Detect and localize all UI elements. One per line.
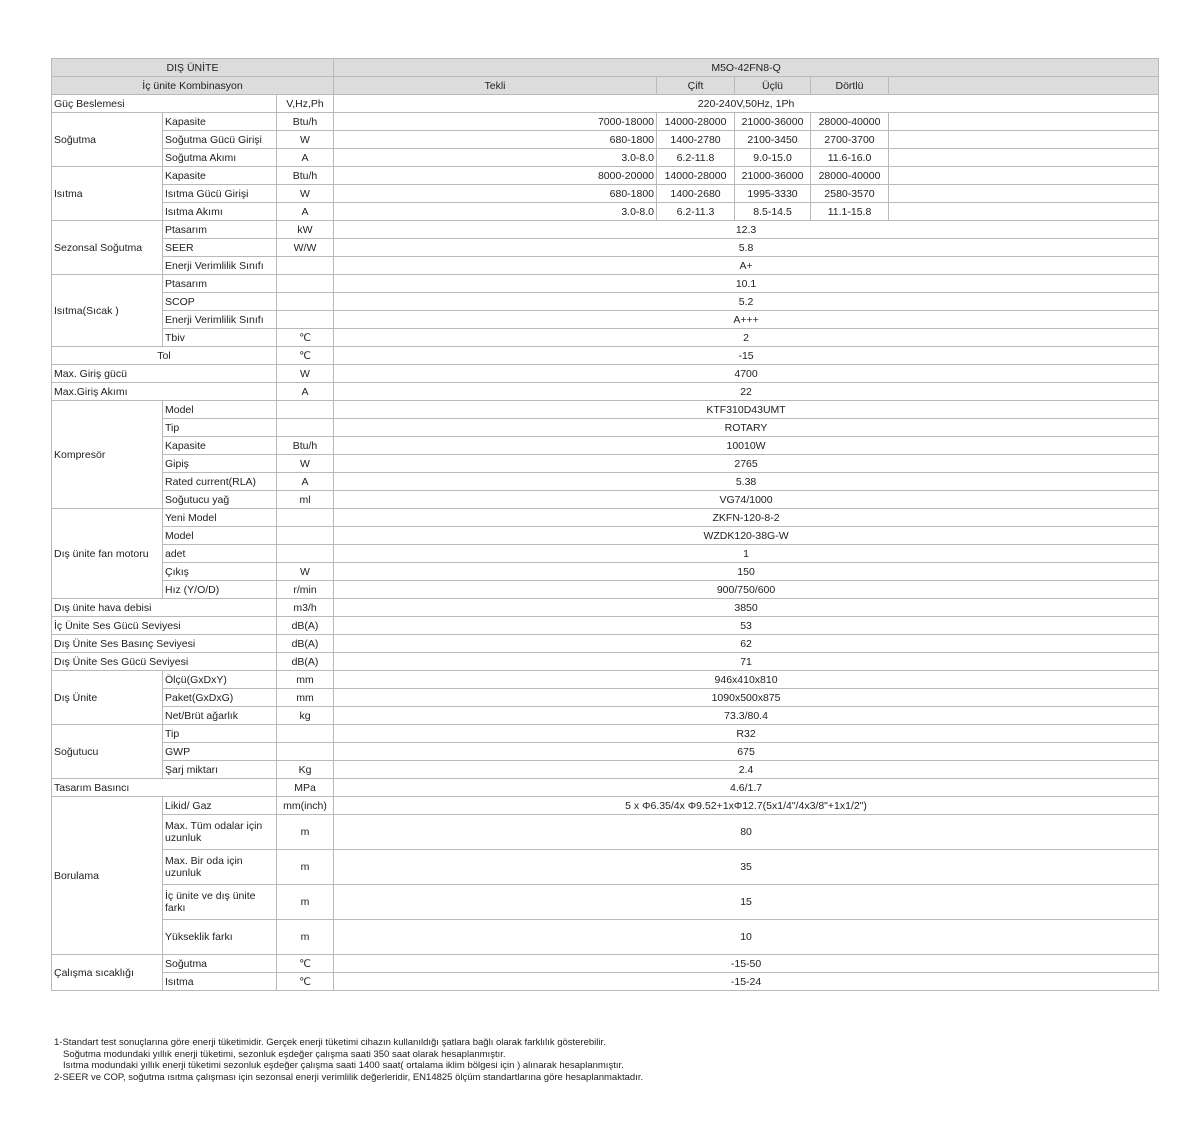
table-row: Isıtma Gücü Girişi W 680-1800 1400-2680 1995-3330 2580-3570	[52, 185, 1159, 203]
table-row: Soğutucu Tip R32	[52, 725, 1159, 743]
table-row: Isıtma ℃ -15-24	[52, 973, 1159, 991]
footnote-1: 1-Standart test sonuçlarına göre enerji tüketimidir. Gerçek enerji tüketimi cihazın kullanıldığı şatlara bağlı olarak farklılık gösterebilir.	[54, 1037, 606, 1048]
outdoor-unit-group-label: Dış Ünite	[52, 671, 163, 725]
footnotes	[54, 1037, 1154, 1083]
table-row: Tasarım Basıncı MPa 4.6/1.7	[52, 779, 1159, 797]
combination-header: İç ünite Kombinasyon	[52, 77, 334, 95]
compressor-group-label: Kompresör	[52, 401, 163, 509]
table-row: Çalışma sıcaklığı Soğutma ℃ -15-50	[52, 955, 1159, 973]
table-row: Max. Giriş gücü W 4700	[52, 365, 1159, 383]
table-row: Isıtma Akımı A 3.0-8.0 6.2-11.3 8.5-14.5 11.1-15.8	[52, 203, 1159, 221]
footnote-1-heating: Isıtma modundaki yıllık enerji tüketimi sezonluk eşdeğer çalışma saati 1400 saat( ortalama iklim bölgesi için ) alınarak hesaplanmıştır.	[63, 1060, 624, 1071]
seasonal-heating-group-label: Isıtma(Sıcak )	[52, 275, 163, 347]
table-row: Dış Ünite Ses Basınç Seviyesi dB(A) 62	[52, 635, 1159, 653]
table-row: Sezonsal Soğutma Ptasarım kW 12.3	[52, 221, 1159, 239]
table-row: İç Ünite Ses Gücü Seviyesi dB(A) 53	[52, 617, 1159, 635]
table-row: Tip ROTARY	[52, 419, 1159, 437]
table-row: Kompresör Model KTF310D43UMT	[52, 401, 1159, 419]
combo-double: Çift	[657, 77, 735, 95]
table-row: Max. Tüm odalar için uzunluk m 80	[52, 815, 1159, 850]
refrigerant-group-label: Soğutucu	[52, 725, 163, 779]
table-row: Kapasite Btu/h 10010W	[52, 437, 1159, 455]
table-row: Soğutucu yağ ml VG74/1000	[52, 491, 1159, 509]
table-row: İç ünite ve dış ünite farkı m 15	[52, 885, 1159, 920]
model-header: M5O-42FN8-Q	[334, 59, 1159, 77]
table-row: Paket(GxDxG) mm 1090x500x875	[52, 689, 1159, 707]
seasonal-cooling-group-label: Sezonsal Soğutma	[52, 221, 163, 275]
table-row: Güç Beslemesi V,Hz,Ph 220-240V,50Hz, 1Ph	[52, 95, 1159, 113]
table-row: Yükseklik farkı m 10	[52, 920, 1159, 955]
table-row: Soğutma Kapasite Btu/h 7000-18000 14000-28000 21000-36000 28000-40000	[52, 113, 1159, 131]
heating-group-label: Isıtma	[52, 167, 163, 221]
table-row: Isıtma Kapasite Btu/h 8000-20000 14000-28000 21000-36000 28000-40000	[52, 167, 1159, 185]
table-row: Gipiş W 2765	[52, 455, 1159, 473]
table-row: Isıtma(Sıcak ) Ptasarım 10.1	[52, 275, 1159, 293]
table-row: Şarj miktarı Kg 2.4	[52, 761, 1159, 779]
table-row: Tbiv ℃ 2	[52, 329, 1159, 347]
table-row: Soğutma Akımı A 3.0-8.0 6.2-11.8 9.0-15.0 11.6-16.0	[52, 149, 1159, 167]
power-supply-label: Güç Beslemesi	[52, 95, 277, 113]
cooling-group-label: Soğutma	[52, 113, 163, 167]
table-row: Enerji Verimlilik Sınıfı A+++	[52, 311, 1159, 329]
combo-triple: Üçlü	[735, 77, 811, 95]
table-row: Max.Giriş Akımı A 22	[52, 383, 1159, 401]
spec-table	[51, 58, 1159, 991]
table-row: Dış ünite fan motoru Yeni Model ZKFN-120-8-2	[52, 509, 1159, 527]
footnote-1-cooling: Soğutma modundaki yıllık enerji tüketimi, sezonluk eşdeğer çalışma saati 350 saat olarak hesaplanmıştır.	[63, 1048, 506, 1060]
piping-group-label: Borulama	[52, 797, 163, 955]
combo-single: Tekli	[334, 77, 657, 95]
table-row: GWP 675	[52, 743, 1159, 761]
table-row: Dış Ünite Ses Gücü Seviyesi dB(A) 71	[52, 653, 1159, 671]
table-row: Tol ℃ -15	[52, 347, 1159, 365]
operating-temp-group-label: Çalışma sıcaklığı	[52, 955, 163, 991]
table-row: Hız (Y/O/D) r/min 900/750/600	[52, 581, 1159, 599]
table-row: SCOP 5.2	[52, 293, 1159, 311]
table-row: Rated current(RLA) A 5.38	[52, 473, 1159, 491]
tol-label: Tol	[52, 347, 277, 365]
table-row: Enerji Verimlilik Sınıfı A+	[52, 257, 1159, 275]
table-row: Çıkış W 150	[52, 563, 1159, 581]
table-row: SEER W/W 5.8	[52, 239, 1159, 257]
table-row: Dış Ünite Ölçü(GxDxY) mm 946x410x810	[52, 671, 1159, 689]
table-row: Net/Brüt ağarlık kg 73.3/80.4	[52, 707, 1159, 725]
combo-quad: Dörtlü	[811, 77, 889, 95]
table-row: Max. Bir oda için uzunluk m 35	[52, 850, 1159, 885]
table-row: Model WZDK120-38G-W	[52, 527, 1159, 545]
table-row: Borulama Likid/ Gaz mm(inch) 5 x Φ6.35/4x Φ9.52+1xΦ12.7(5x1/4"/4x3/8"+1x1/2")	[52, 797, 1159, 815]
footnote-2: 2-SEER ve COP, soğutma ısıtma çalışması için sezonsal enerji verimlilik değerleridir, EN14825 ölçüm standartlarına göre hesaplanmaktadır.	[54, 1071, 644, 1083]
fan-motor-group-label: Dış ünite fan motoru	[52, 509, 163, 599]
table-row: Soğutma Gücü Girişi W 680-1800 1400-2780 2100-3450 2700-3700	[52, 131, 1159, 149]
header-row-combination	[52, 77, 1159, 95]
outdoor-unit-header: DIŞ ÜNİTE	[52, 59, 334, 77]
table-row: Dış ünite hava debisi m3/h 3850	[52, 599, 1159, 617]
table-row: adet 1	[52, 545, 1159, 563]
header-row-outdoor	[52, 59, 1159, 77]
